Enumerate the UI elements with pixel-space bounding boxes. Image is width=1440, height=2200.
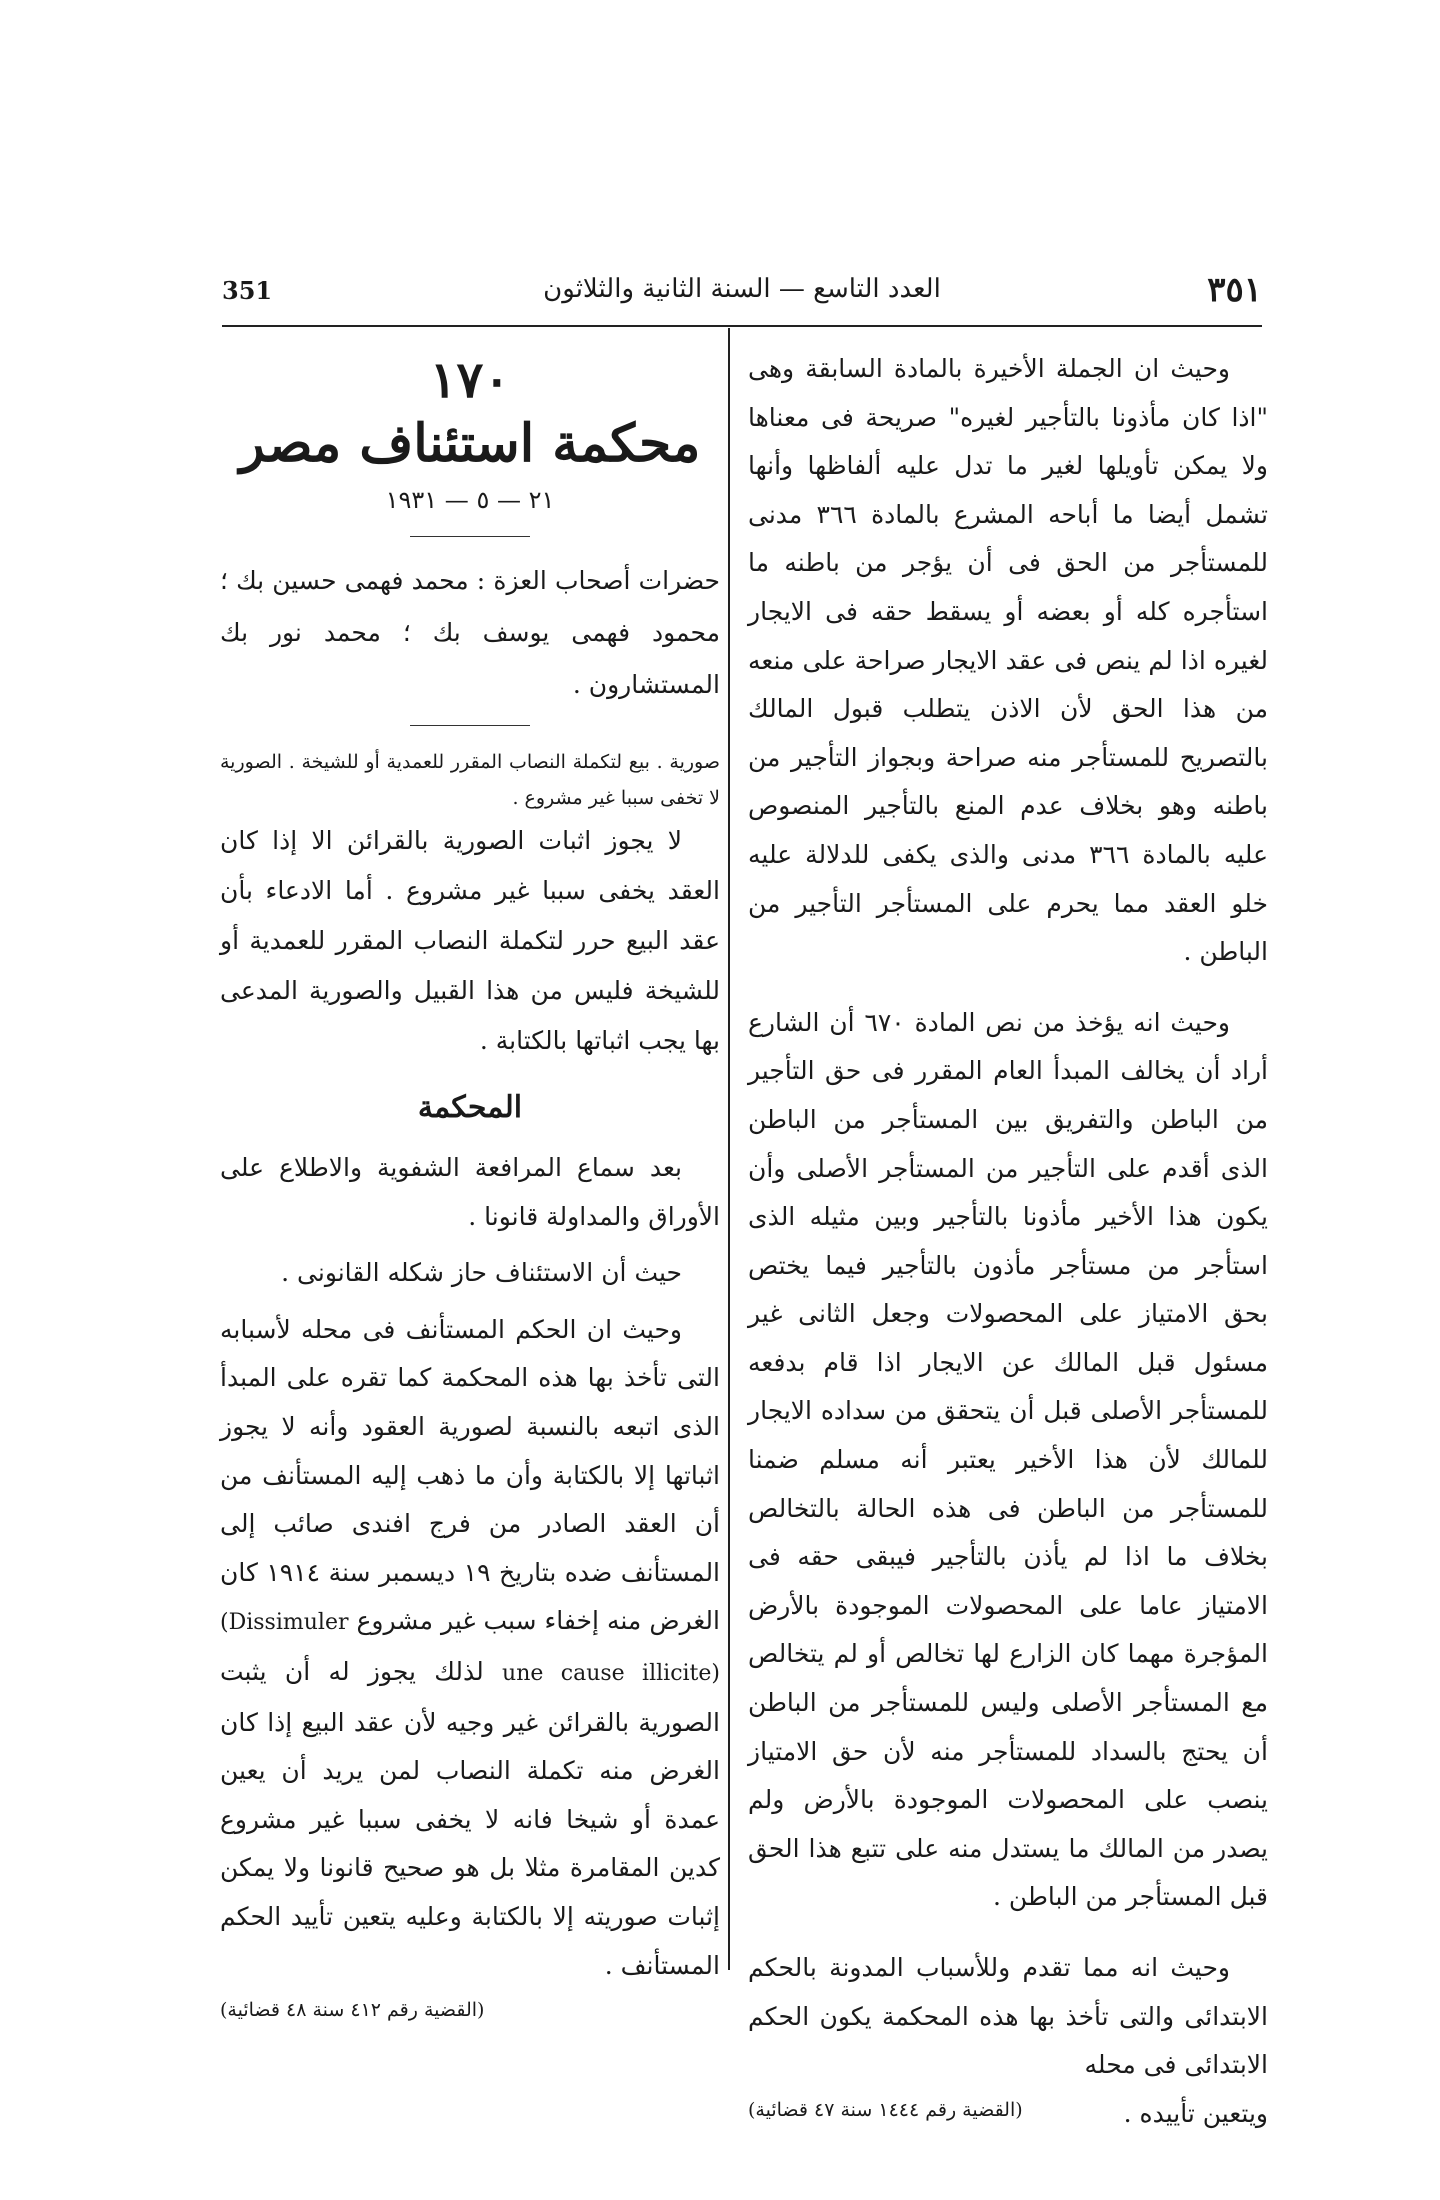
column-divider	[728, 328, 730, 1970]
header-rule	[222, 325, 1262, 327]
right-column	[748, 345, 1268, 2138]
paragraph: وحيث انه يؤخذ من نص المادة ٦٧٠ أن الشارع أراد أن يخالف المبدأ العام المقرر فى حق التأجير من الباطن والتفريق بين المستأجر من الباطن الذى أقدم على التأجير من المستأجر الأصلى وأن يكون هذا الأخير مأذونا بالتأجير وبين مثيله الذى استأجر من مستأجر مأذون بالتأجير فيما يختص بحق الامتياز على المحصولات وجعل الثانى غير مسئول قبل المالك عن الايجار اذا قام بدفعه للمستأجر الأصلى قبل أن يتحقق من سداده الايجار للمالك لأن هذا الأخير يعتبر أنه مسلم ضمنا للمستأجر من الباطن فى هذه الحالة بالتخالص بخلاف ما اذا لم يأذن بالتأجير فيبقى حقه فى الامتياز عاما على المحصولات الموجودة بالأرض المؤجرة مهما كان الزارع لها تخالص أو لم يتخالص مع المستأجر الأصلى وليس للمستأجر من الباطن أن يحتج بالسداد للمستأجر منه لأن حق الامتياز ينصب على المحصولات الموجودة بالأرض ولم يصدر من المالك ما يستدل منه على تتبع هذا الحق قبل المستأجر من الباطن .	[748, 1007, 1268, 1912]
page-header	[222, 270, 1262, 320]
summary-keywords: صورية . بيع لتكملة النصاب المقرر للعمدية أو للشيخة . الصورية لا تخفى سببا غير مشروع .	[220, 751, 720, 809]
case-reference-left: (القضية رقم ٤١٢ سنة ٤٨ قضائية)	[220, 1999, 485, 2022]
closing-paragraph: وحيث انه مما تقدم وللأسباب المدونة بالحكم الابتدائى والتى تأخذ بها هذه المحكمة يكون الحكم الابتدائى فى محله	[748, 1953, 1268, 2080]
section-title: المحكمة	[417, 1090, 523, 1125]
closing-row	[748, 2090, 1268, 2139]
left-column	[220, 345, 720, 2030]
paragraph	[220, 1306, 720, 1990]
paragraph: حيث أن الاستئناف حاز شكله القانونى .	[281, 1258, 682, 1288]
court-name: محكمة استئناف مصر	[239, 413, 701, 474]
judges: حضرات أصحاب العزة : محمد فهمى حسين بك ؛ محمود فهمى يوسف بك ؛ محمد نور بك المستشارون .	[220, 566, 720, 699]
french-phrase: (Dissimuler une cause illicite)	[220, 1610, 720, 1686]
short-rule	[410, 536, 530, 537]
paragraph-part: لذلك يجوز له أن يثبت الصورية بالقرائن غير وجيه لأن عقد البيع إذا كان الغرض منه تكملة النصاب لمن يريد أن يعين عمدة أو شيخا فانه لا يخفى سببا غير مشروع كدين المقامرة مثلا بل هو صحيح قانونا ولا يمكن إثبات صوريته إلا بالكتابة وعليه يتعين تأييد الحكم المستأنف .	[220, 1656, 720, 1980]
page-number-latin: 351	[222, 276, 273, 305]
closing-last-words: ويتعين تأييده .	[1123, 2098, 1268, 2128]
case-number: ١٧٠	[429, 350, 511, 409]
short-rule	[410, 725, 530, 726]
judgment-date: ٢١ — ٥ — ١٩٣١	[385, 486, 555, 514]
issue-title: العدد التاسع — السنة الثانية والثلاثون	[543, 274, 941, 304]
paragraph: وحيث ان الجملة الأخيرة بالمادة السابقة وهى "اذا كان مأذونا بالتأجير لغيره" صريحة فى معناها ولا يمكن تأويلها لغير ما تدل عليه ألفاظها وأنها تشمل أيضا ما أباحه المشرع بالمادة ٣٦٦ مدنى للمستأجر من الحق فى أن يؤجر من باطنه ما استأجره كله أو بعضه أو يسقط حقه فى الايجار لغيره اذا لم ينص فى عقد الايجار صراحة على منعه من هذا الحق لأن الاذن يتطلب قبول المالك بالتصريح للمستأجر منه صراحة وبجواز التأجير من باطنه وهو بخلاف عدم المنع بالتأجير المنصوص عليه بالمادة ٣٦٦ مدنى والذى يكفى للدلالة عليه خلو العقد مما يحرم على المستأجر التأجير من الباطن .	[748, 354, 1268, 967]
paragraph-part: وحيث ان الحكم المستأنف فى محله لأسبابه التى تأخذ بها هذه المحكمة كما تقره على المبدأ الذى اتبعه بالنسبة لصورية العقود وأنه لا يجوز اثباتها إلا بالكتابة وأن ما ذهب إليه المستأنف من أن العقد الصادر من فرج افندى صائب إلى المستأنف ضده بتاريخ ١٩ ديسمبر سنة ١٩١٤ كان الغرض منه إخفاء سبب غير مشروع	[220, 1314, 721, 1636]
head-rule: لا يجوز اثبات الصورية بالقرائن الا إذا كان العقد يخفى سببا غير مشروع . أما الادعاء بأن عقد البيع حرر لتكملة النصاب المقرر للعمدية أو للشيخة فليس من هذا القبيل والصورية المدعى بها يجب اثباتها بالكتابة .	[220, 826, 720, 1055]
page-number-arabic: ٣٥١	[1207, 270, 1262, 310]
paragraph: بعد سماع المرافعة الشفوية والاطلاع على الأوراق والمداولة قانونا .	[220, 1153, 720, 1231]
case-reference-right: (القضية رقم ١٤٤٤ سنة ٤٧ قضائية)	[748, 2098, 1023, 2121]
